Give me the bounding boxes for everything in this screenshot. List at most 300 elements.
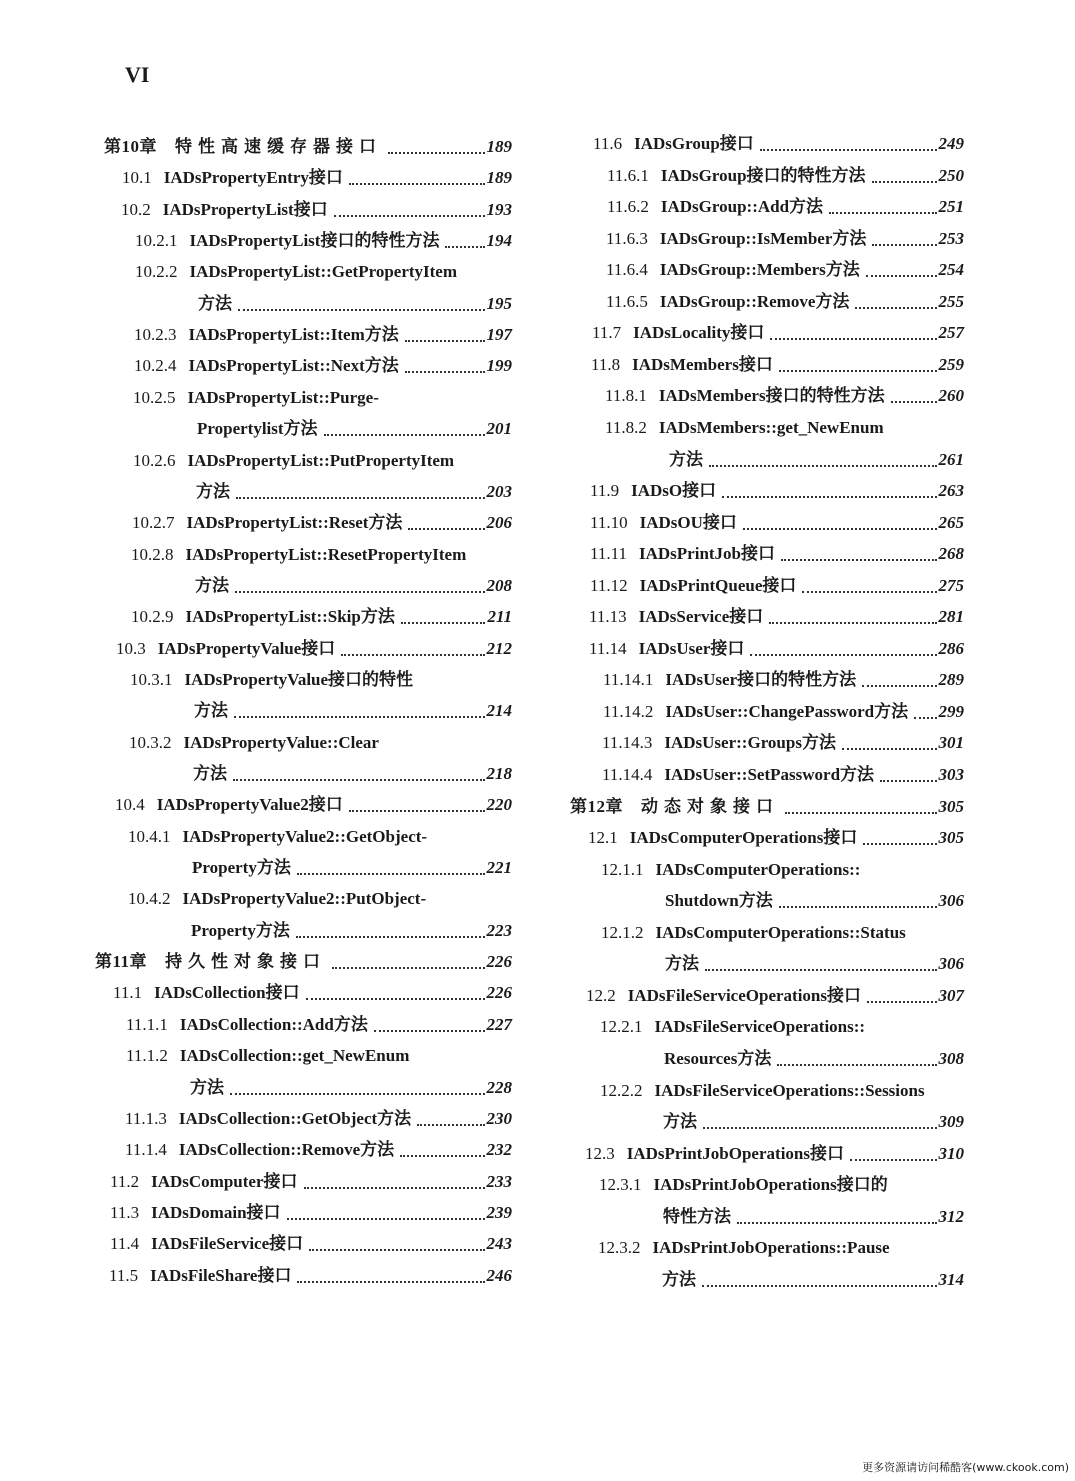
dot-leader xyxy=(867,1000,937,1003)
section-title: IADsCollection::Remove方法 xyxy=(178,1140,395,1160)
toc-entry xyxy=(190,1077,512,1099)
toc-entry xyxy=(601,922,964,944)
section-number: 11.1.1 xyxy=(126,1014,168,1034)
dot-leader xyxy=(233,778,485,781)
dot-leader xyxy=(388,151,485,154)
toc-entry xyxy=(602,764,964,786)
section-title: Resources方法 xyxy=(664,1048,772,1068)
section-title: IADsPropertyList::Skip方法 xyxy=(185,607,395,627)
page-number: 226 xyxy=(486,952,512,972)
toc-entry xyxy=(134,324,512,346)
toc-entry xyxy=(109,1265,512,1287)
toc-entry xyxy=(95,951,512,973)
page-number: 289 xyxy=(938,670,964,690)
toc-entry xyxy=(131,544,512,566)
dot-leader xyxy=(309,1248,484,1251)
section-number: 11.11 xyxy=(590,544,627,564)
toc-entry xyxy=(128,826,512,848)
section-number: 10.1 xyxy=(122,168,152,188)
page-number: 281 xyxy=(938,607,964,627)
dot-leader xyxy=(334,214,485,217)
section-number: 12.1.1 xyxy=(601,859,644,879)
dot-leader xyxy=(891,400,937,403)
dot-leader xyxy=(306,997,485,1000)
section-title: IADsFileService接口 xyxy=(151,1234,304,1254)
dot-leader xyxy=(750,653,936,656)
page-number: 239 xyxy=(486,1202,512,1222)
section-title: IADsPropertyValue接口 xyxy=(157,638,336,658)
dot-leader xyxy=(304,1186,485,1189)
section-number: 12.2.1 xyxy=(600,1017,643,1037)
dot-leader xyxy=(332,966,484,969)
dot-leader xyxy=(445,245,484,248)
section-number: 10.2.1 xyxy=(135,231,178,251)
dot-leader xyxy=(866,274,937,277)
toc-entry xyxy=(590,543,964,565)
section-number: 11.8 xyxy=(591,354,621,374)
page-number: 310 xyxy=(938,1143,964,1163)
section-title: IADsUser::ChangePassword方法 xyxy=(665,701,909,721)
section-number: 11.1.2 xyxy=(126,1046,168,1066)
toc-entry xyxy=(126,1014,512,1036)
section-number: 11.14.2 xyxy=(603,701,654,721)
section-title: IADsUser::SetPassword方法 xyxy=(664,765,875,784)
page-number: 223 xyxy=(486,920,512,940)
section-number: 11.6.1 xyxy=(607,165,649,185)
section-number: 10.2.8 xyxy=(131,544,174,564)
section-title: IADsPropertyList接口的特性方法 xyxy=(189,231,440,251)
section-title: IADsService接口 xyxy=(638,607,764,627)
toc-entry xyxy=(588,827,964,849)
page-number: 308 xyxy=(938,1048,964,1068)
page-number: 305 xyxy=(938,796,964,816)
page-number: 227 xyxy=(486,1014,512,1034)
section-title: IADsUser接口 xyxy=(638,638,745,658)
page-number: 306 xyxy=(938,954,964,974)
section-number: 11.8.1 xyxy=(605,386,647,406)
toc-entry xyxy=(605,385,964,407)
section-title: IADsMembers接口 xyxy=(632,354,773,374)
page-number: 314 xyxy=(938,1269,964,1289)
section-title: IADsLocality接口 xyxy=(633,323,765,343)
page-number: 261 xyxy=(938,449,964,469)
section-title: IADsPrintJobOperations接口的 xyxy=(653,1175,888,1195)
toc-entry xyxy=(600,1016,964,1038)
page-number: 197 xyxy=(486,325,512,345)
section-title: 方法 xyxy=(196,481,230,501)
page-number: 228 xyxy=(486,1077,512,1097)
section-number: 11.1.3 xyxy=(125,1108,167,1128)
dot-leader xyxy=(324,433,485,436)
toc-entry xyxy=(603,669,964,691)
section-title: IADsPrintJobOperations::Pause xyxy=(652,1238,890,1258)
toc-entry xyxy=(663,1111,964,1133)
dot-leader xyxy=(705,968,937,971)
dot-leader xyxy=(400,1154,484,1157)
dot-leader xyxy=(737,1221,937,1224)
dot-leader xyxy=(781,558,936,561)
dot-leader xyxy=(408,527,484,530)
dot-leader xyxy=(349,182,485,185)
section-number: 11.6.3 xyxy=(606,228,648,248)
toc-entry xyxy=(135,261,512,283)
section-number: 10.2.7 xyxy=(132,513,175,533)
section-number: 12.2.2 xyxy=(600,1080,643,1100)
dot-leader xyxy=(405,370,485,373)
section-title: IADsPropertyList接口 xyxy=(162,199,328,219)
toc-entry xyxy=(606,259,964,281)
section-number: 12.3.1 xyxy=(599,1175,642,1195)
toc-entry xyxy=(133,387,512,409)
section-number: 11.6 xyxy=(593,134,623,153)
dot-leader xyxy=(777,1063,936,1066)
page-number: 249 xyxy=(938,134,964,153)
section-title: IADsComputerOperations接口 xyxy=(629,828,858,848)
dot-leader xyxy=(236,496,485,499)
toc-entry xyxy=(662,1269,964,1291)
section-title: IADsPropertyList::ResetPropertyItem xyxy=(185,544,467,564)
section-title: IADsOU接口 xyxy=(639,512,737,532)
toc-entry xyxy=(134,355,512,377)
section-title: 方法 xyxy=(198,293,232,313)
toc-entry xyxy=(194,700,512,722)
toc-entry xyxy=(197,418,512,440)
dot-leader xyxy=(238,308,485,311)
toc-entry xyxy=(665,890,964,912)
section-title: IADsUser接口的特性方法 xyxy=(665,670,857,690)
section-title: IADsO接口 xyxy=(631,481,717,501)
dot-leader xyxy=(779,369,937,372)
section-number: 11.10 xyxy=(590,512,628,532)
page-number: 268 xyxy=(938,544,964,564)
section-title: 特性方法 xyxy=(663,1206,731,1226)
section-title: IADsCollection::get_NewEnum xyxy=(179,1046,410,1066)
page-number: 312 xyxy=(938,1206,964,1226)
section-title: Shutdown方法 xyxy=(665,891,773,911)
toc-entry xyxy=(192,857,512,879)
dot-leader xyxy=(234,715,485,718)
toc-entry xyxy=(591,354,964,376)
page-number: 250 xyxy=(938,165,964,185)
dot-leader xyxy=(863,842,936,845)
toc-entry xyxy=(121,199,512,221)
section-title: IADsPropertyList::Item方法 xyxy=(188,325,399,345)
dot-leader xyxy=(872,180,937,183)
page-number: 193 xyxy=(486,199,512,219)
toc-entry xyxy=(590,575,964,597)
page-number: 201 xyxy=(486,419,512,439)
footer-note: 更多资源请访问稀酷客(www.ckook.com) xyxy=(862,1461,1069,1474)
section-title: 方法 xyxy=(665,954,699,974)
section-title: 方法 xyxy=(193,764,227,783)
dot-leader xyxy=(842,747,937,750)
dot-leader xyxy=(230,1092,485,1095)
page-number: 212 xyxy=(486,638,512,658)
section-title: IADsComputer接口 xyxy=(151,1171,298,1191)
page-number: 309 xyxy=(938,1112,964,1132)
section-title: IADsGroup接口 xyxy=(634,134,754,153)
section-title: IADsUser::Groups方法 xyxy=(664,733,836,753)
dot-leader xyxy=(405,339,485,342)
page-number: 195 xyxy=(486,293,512,313)
toc-entry xyxy=(122,167,512,189)
section-number: 10.3.1 xyxy=(130,669,173,689)
dot-leader xyxy=(287,1217,485,1220)
section-number: 11.2 xyxy=(110,1171,140,1191)
chapter-title: 持久性对象接口 xyxy=(165,952,327,972)
dot-leader xyxy=(785,811,937,814)
section-title: IADsDomain接口 xyxy=(151,1202,281,1222)
dot-leader xyxy=(374,1029,485,1032)
chapter-number: 第11章 xyxy=(95,952,148,972)
section-title: IADsPropertyList::Next方法 xyxy=(188,356,399,376)
toc-entry xyxy=(669,449,964,471)
section-number: 12.3 xyxy=(585,1143,615,1163)
dot-leader xyxy=(296,935,485,938)
page-number: 307 xyxy=(938,985,964,1005)
toc-entry xyxy=(110,1202,512,1224)
section-number: 10.2 xyxy=(121,199,151,219)
dot-leader xyxy=(297,1280,484,1283)
toc-entry xyxy=(110,1171,512,1193)
dot-leader xyxy=(779,905,937,908)
section-title: 方法 xyxy=(662,1269,696,1289)
toc-entry xyxy=(125,1139,512,1161)
chapter-title: 动态对象接口 xyxy=(641,796,779,816)
page-number: 257 xyxy=(938,323,964,343)
section-number: 10.3.2 xyxy=(129,732,172,752)
section-title: IADsGroup接口的特性方法 xyxy=(660,165,866,185)
page-number: 221 xyxy=(486,858,512,878)
toc-entry xyxy=(198,293,512,315)
section-title: IADsGroup::Members方法 xyxy=(659,260,860,280)
section-number: 11.14.4 xyxy=(602,765,653,784)
section-title: IADsPropertyValue::Clear xyxy=(183,732,379,752)
chapter-title: 特性高速缓存器接口 xyxy=(175,137,382,156)
toc-entry xyxy=(116,638,512,660)
toc-entry xyxy=(607,165,964,187)
section-number: 10.4.1 xyxy=(128,826,171,846)
dot-leader xyxy=(703,1126,937,1129)
page-number: 203 xyxy=(486,481,512,501)
section-number: 11.1 xyxy=(113,983,143,1003)
section-title: Property方法 xyxy=(192,858,291,878)
section-title: IADsCollection::GetObject方法 xyxy=(178,1108,412,1128)
toc-entry xyxy=(115,794,512,816)
chapter-number: 第10章 xyxy=(104,137,157,156)
page-number: 275 xyxy=(938,575,964,595)
section-number: 10.4 xyxy=(115,795,145,815)
section-number: 11.5 xyxy=(109,1265,139,1285)
section-title: 方法 xyxy=(195,575,229,595)
page-number: 255 xyxy=(938,291,964,311)
page-number: 232 xyxy=(486,1140,512,1160)
section-title: IADsGroup::Add方法 xyxy=(660,197,824,217)
section-number: 11.13 xyxy=(589,607,627,627)
page-number: 303 xyxy=(938,765,964,784)
page-number: 189 xyxy=(486,137,512,156)
page-number: 259 xyxy=(938,354,964,374)
section-number: 12.1 xyxy=(588,828,618,848)
toc-entry xyxy=(130,669,512,691)
page-number: 306 xyxy=(938,891,964,911)
toc-entry xyxy=(193,763,512,785)
section-number: 10.2.6 xyxy=(133,450,176,470)
toc-entry xyxy=(195,575,512,597)
section-number: 11.14.1 xyxy=(603,670,654,690)
section-title: IADsPropertyList::Reset方法 xyxy=(186,513,403,533)
toc-entry xyxy=(129,732,512,754)
toc-entry xyxy=(135,230,512,252)
section-number: 11.8.2 xyxy=(605,417,647,437)
section-number: 11.3 xyxy=(110,1202,140,1222)
page-number-roman: VI xyxy=(125,62,150,87)
toc-entry xyxy=(665,953,964,975)
toc-entry xyxy=(585,1143,964,1165)
dot-leader xyxy=(722,495,936,498)
section-title: IADsGroup::IsMember方法 xyxy=(659,228,867,248)
section-title: IADsFileServiceOperations:: xyxy=(654,1017,866,1037)
section-number: 12.3.2 xyxy=(598,1238,641,1258)
page-number: 214 xyxy=(486,701,512,721)
toc-entry xyxy=(607,196,964,218)
toc-entry xyxy=(598,1237,964,1259)
toc-entry xyxy=(589,606,964,628)
section-number: 11.6.2 xyxy=(607,197,649,217)
section-title: IADsGroup::Remove方法 xyxy=(659,291,850,311)
dot-leader xyxy=(709,464,937,467)
page-number: 299 xyxy=(938,701,964,721)
page-number: 218 xyxy=(486,764,512,783)
page-number: 265 xyxy=(938,512,964,532)
dot-leader xyxy=(872,243,936,246)
page-number: 220 xyxy=(486,795,512,815)
section-title: IADsPropertyEntry接口 xyxy=(163,168,343,188)
toc-entry xyxy=(196,481,512,503)
section-title: IADsFileServiceOperations接口 xyxy=(627,985,861,1005)
section-number: 10.2.4 xyxy=(134,356,177,376)
section-number: 10.4.2 xyxy=(128,889,171,909)
dot-leader xyxy=(743,527,937,530)
section-title: IADsPropertyValue接口的特性 xyxy=(184,669,414,689)
toc-entry xyxy=(589,638,964,660)
page-number: 206 xyxy=(486,513,512,533)
page-number: 260 xyxy=(938,386,964,406)
dot-leader xyxy=(862,684,936,687)
section-title: IADsMembers::get_NewEnum xyxy=(658,417,884,437)
toc-entry xyxy=(126,1045,512,1067)
page-number: 208 xyxy=(486,575,512,595)
section-title: 方法 xyxy=(190,1077,224,1097)
dot-leader xyxy=(235,590,485,593)
section-title: IADsCollection接口 xyxy=(154,983,300,1003)
dot-leader xyxy=(850,1158,937,1161)
toc-entry xyxy=(603,701,964,723)
section-title: IADsFileServiceOperations::Sessions xyxy=(654,1080,925,1100)
dot-leader xyxy=(914,716,936,719)
page-number: 233 xyxy=(486,1171,512,1191)
section-title: IADsPrintJobOperations接口 xyxy=(626,1143,844,1163)
section-number: 11.4 xyxy=(110,1234,140,1254)
toc-entry xyxy=(125,1108,512,1130)
section-title: 方法 xyxy=(669,449,703,469)
toc-entry xyxy=(113,982,512,1004)
section-title: IADsPropertyValue2::GetObject- xyxy=(182,826,428,846)
section-number: 10.2.5 xyxy=(133,387,176,407)
section-number: 11.7 xyxy=(592,323,622,343)
toc-entry xyxy=(664,1048,964,1070)
page-number: 211 xyxy=(487,607,512,627)
section-number: 11.9 xyxy=(590,481,620,501)
page-number: 199 xyxy=(486,356,512,376)
section-title: 方法 xyxy=(663,1112,697,1132)
toc-entry xyxy=(602,732,964,754)
toc-entry xyxy=(663,1206,964,1228)
section-title: IADsPropertyList::GetPropertyItem xyxy=(189,262,458,282)
section-title: IADsPropertyValue2::PutObject- xyxy=(182,889,427,909)
toc-entry xyxy=(128,888,512,910)
toc-entry xyxy=(592,322,964,344)
section-number: 11.12 xyxy=(590,575,628,595)
toc-entry xyxy=(110,1233,512,1255)
toc-entry xyxy=(590,480,964,502)
section-title: IADsPropertyList::PutPropertyItem xyxy=(187,450,455,470)
page-number: 301 xyxy=(938,733,964,753)
toc-entry xyxy=(606,228,964,250)
toc-entry xyxy=(601,859,964,881)
section-number: 11.6.5 xyxy=(606,291,648,311)
section-number: 11.1.4 xyxy=(125,1140,167,1160)
section-title: IADsComputerOperations:: xyxy=(655,859,861,879)
section-title: IADsPrintJob接口 xyxy=(639,544,776,564)
page-number: 253 xyxy=(938,228,964,248)
toc-entry xyxy=(605,417,964,439)
dot-leader xyxy=(401,621,486,624)
page-number: 194 xyxy=(486,231,512,251)
toc-entry xyxy=(570,796,964,818)
page-number: 251 xyxy=(938,197,964,217)
dot-leader xyxy=(702,1284,937,1287)
section-title: IADsPropertyList::Purge- xyxy=(187,387,379,407)
section-title: IADsMembers接口的特性方法 xyxy=(658,386,885,406)
section-title: Property方法 xyxy=(191,920,290,940)
section-number: 11.14 xyxy=(589,638,627,658)
page-number: 230 xyxy=(486,1108,512,1128)
section-number: 12.2 xyxy=(586,985,616,1005)
dot-leader xyxy=(770,337,936,340)
section-title: IADsFileShare接口 xyxy=(150,1265,292,1285)
section-number: 10.2.9 xyxy=(131,607,174,627)
toc-entry xyxy=(590,512,964,534)
toc-entry xyxy=(599,1174,964,1196)
section-number: 12.1.2 xyxy=(601,922,644,942)
page-number: 286 xyxy=(938,638,964,658)
section-title: IADsPrintQueue接口 xyxy=(639,575,797,595)
dot-leader xyxy=(829,211,936,214)
page-number: 305 xyxy=(938,828,964,848)
section-title: IADsCollection::Add方法 xyxy=(179,1014,368,1034)
page-number: 226 xyxy=(486,983,512,1003)
dot-leader xyxy=(417,1123,484,1126)
toc-entry xyxy=(132,512,512,534)
dot-leader xyxy=(802,590,936,593)
dot-leader xyxy=(880,779,936,782)
toc-entry xyxy=(606,291,964,313)
page-number: 189 xyxy=(486,168,512,188)
section-title: IADsComputerOperations::Status xyxy=(655,922,906,942)
section-number: 10.2.2 xyxy=(135,262,178,282)
page-number: 263 xyxy=(938,481,964,501)
